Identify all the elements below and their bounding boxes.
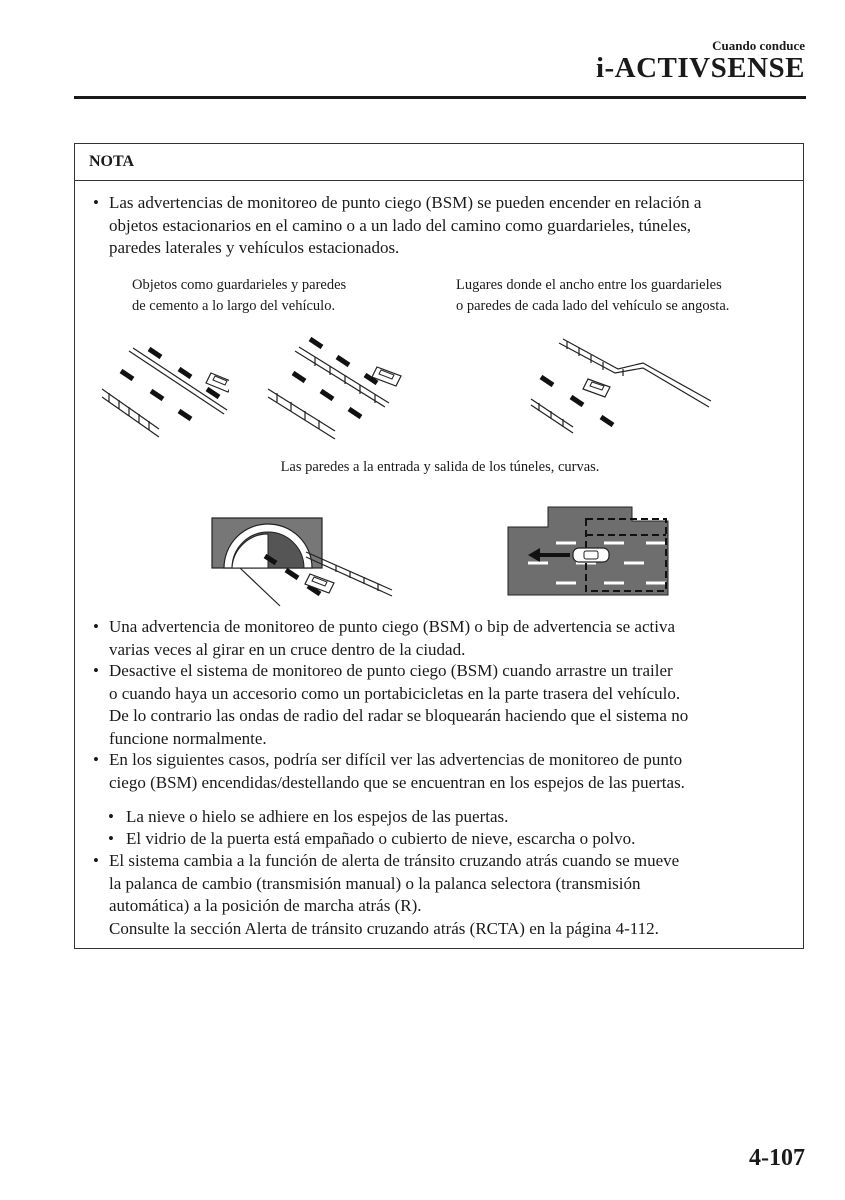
note-subbullet-2 [108, 828, 788, 851]
caption-middle: Las paredes a la entrada y salida de los túneles, curvas. [280, 459, 600, 475]
note-bullet-1 [93, 192, 793, 260]
intersection-turn-illustration [506, 505, 671, 597]
bullet-marker: • [93, 661, 99, 680]
bullet-marker: • [108, 807, 114, 826]
car-icon [305, 574, 334, 593]
subbullet-text: La nieve o hielo se adhiere en los espejos de las puertas. [126, 807, 509, 826]
bullet-marker: • [108, 829, 114, 848]
note-heading: NOTA [75, 144, 803, 181]
bullet-text: Una advertencia de monitoreo de punto ciego (BSM) o bip de advertencia se activa varias veces al girar en un cruce dentro de la ciudad. [109, 617, 675, 659]
road-guardrail-illustration-1 [99, 329, 229, 441]
caption-left: Objetos como guardarieles y paredes de cemento a lo largo del vehículo. [132, 277, 347, 314]
page-title: i-ACTIVSENSE [595, 52, 805, 84]
road-guardrail-illustration-2 [265, 329, 440, 441]
subbullet-text: El vidrio de la puerta está empañado o cubierto de nieve, escarcha o polvo. [126, 829, 636, 848]
section-label: Cuando conduce [712, 38, 805, 53]
note-subbullet-1 [108, 806, 788, 829]
note-bullet-5 [93, 850, 793, 940]
bullet-marker: • [93, 851, 99, 870]
bullet-text: Las advertencias de monitoreo de punto ciego (BSM) se pueden encender en relación a objetos estacionarios en el camino o a un lado del camino como guardarieles, túneles, paredes laterales y vehículos estacionados. [109, 193, 702, 257]
note-bullet-2 [93, 616, 793, 661]
bullet-text: Desactive el sistema de monitoreo de punto ciego (BSM) cuando arrastre un trailer o cuando haya un accesorio como un portabicicletas en la parte trasera del vehículo. De lo contrario las ondas de radio del radar se bloquearán haciendo que el sistema no funcione normalmente. [109, 661, 689, 748]
tunnel-illustration [210, 516, 395, 608]
car-icon [583, 379, 610, 397]
note-bullet-3 [93, 660, 793, 750]
bullet-marker: • [93, 617, 99, 636]
bullet-text: El sistema cambia a la función de alerta de tránsito cruzando atrás cuando se mueve la palanca de cambio (transmisión manual) o la palanca selectora (transmisión automática) a la posición de marcha atrás (R). Consulte la sección Alerta de tránsito cruzando atrás (RCTA) en la página 4-112. [109, 851, 680, 938]
narrowing-road-illustration [523, 329, 713, 441]
bullet-text: En los siguientes casos, podría ser difícil ver las advertencias de monitoreo de punto ciego (BSM) encendidas/destellando que se encuentran en los espejos de las puertas. [109, 750, 685, 792]
car-icon [573, 548, 609, 562]
bullet-marker: • [93, 193, 99, 212]
note-box [74, 143, 804, 949]
page-number: 4-107 [749, 1145, 805, 1171]
caption-right: Lugares donde el ancho entre los guardarieles o paredes de cada lado del vehículo se angosta. [456, 277, 730, 314]
header-rule [74, 96, 806, 99]
bullet-marker: • [93, 750, 99, 769]
note-bullet-4 [93, 749, 793, 794]
